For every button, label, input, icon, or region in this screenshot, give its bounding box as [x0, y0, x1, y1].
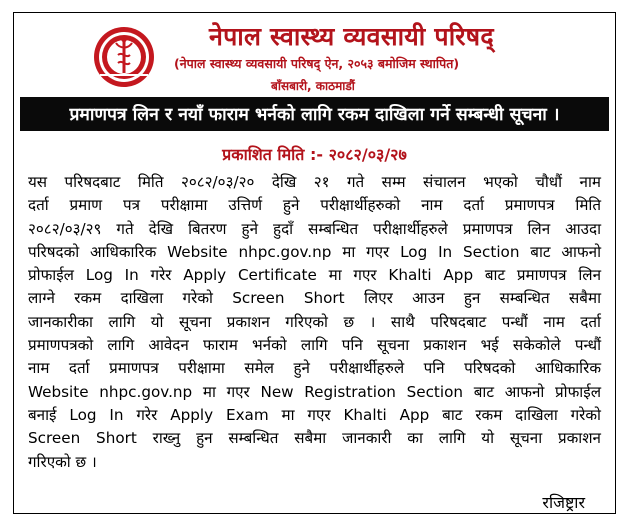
published-date: प्रकाशित मिति :- २०८२/०३/२७: [222, 145, 407, 164]
body-line: २०८२/०३/२९ गते देखि बितरण हुने हुदाँ सम्बन्धित परीक्षार्थीहरुले प्रमाणपत्र लिन आउदा: [28, 219, 601, 238]
body-line: Screen Short राख्नु हुन सम्बन्धित सबैमा जानकारी का लागि यो सूचना प्रकाशन: [28, 429, 601, 448]
body-line: परिषदको आधिकारिक Website nhpc.gov.np मा गएर Log In Section बाट आफनो: [28, 242, 601, 261]
council-address: बाँसबारी, काठमाडौं: [271, 79, 355, 93]
body-line: Website nhpc.gov.np मा गएर New Registration Section बाट आफनो प्रोफाईल: [28, 382, 601, 401]
council-title: नेपाल स्वास्थ्य व्यवसायी परिषद्: [209, 22, 494, 51]
notice-heading-banner: प्रमाणपत्र लिन र नयाँ फाराम भर्नको लागि रकम दाखिला गर्ने सम्बन्धी सूचना ।: [20, 97, 609, 131]
signature-registrar: रजिष्ट्रार: [542, 493, 585, 512]
body-line: गरिएको छ ।: [28, 452, 97, 471]
body-line: नाम दर्ता प्रमाणपत्र परीक्षामा समेल हुने परीक्षार्थीहरुले पनि परिषदको आधिकारिक: [28, 359, 601, 378]
body-line: दर्ता प्रमाण पत्र परीक्षामा उत्तिर्ण हुने परीक्षार्थीहरुको नाम दर्ता प्रमाणपत्र मिति: [28, 196, 601, 215]
body-line: यस परिषदबाट मिति २०८२/०३/२० देखि २१ गते सम्म संचालन भएको चौधौं नाम: [28, 173, 601, 191]
body-line: प्रमाणपत्रको लागि आवेदन फाराम भर्नको लागि पनि सूचना प्रकाशन भई सकेकोले पन्धौं: [28, 336, 601, 355]
council-subtitle: (नेपाल स्वास्थ्य व्यवसायी परिषद् ऐन, २०५३ बमोजिम स्थापित): [174, 56, 460, 71]
notice-body: [28, 171, 601, 474]
body-line: जानकारीका लागि यो सूचना प्रकाशन गरिएको छ । साथै परिषदबाट पन्धौं नाम दर्ता: [28, 312, 601, 331]
notice-frame: [13, 12, 616, 514]
body-line: बनाई Log In गरेर Apply Exam मा गएर Khalti App बाट रकम दाखिला गरेको: [28, 405, 601, 424]
council-emblem-icon: [92, 25, 156, 89]
body-line: लाग्ने रकम दाखिला गरेको Screen Short लिएर आउन हुन सम्बन्धित सबैमा: [28, 289, 601, 308]
letterhead: [14, 13, 615, 93]
body-line: प्रोफाईल Log In गरेर Apply Certificate मा गएर Khalti App बाट प्रमाणपत्र लिन: [28, 266, 601, 285]
